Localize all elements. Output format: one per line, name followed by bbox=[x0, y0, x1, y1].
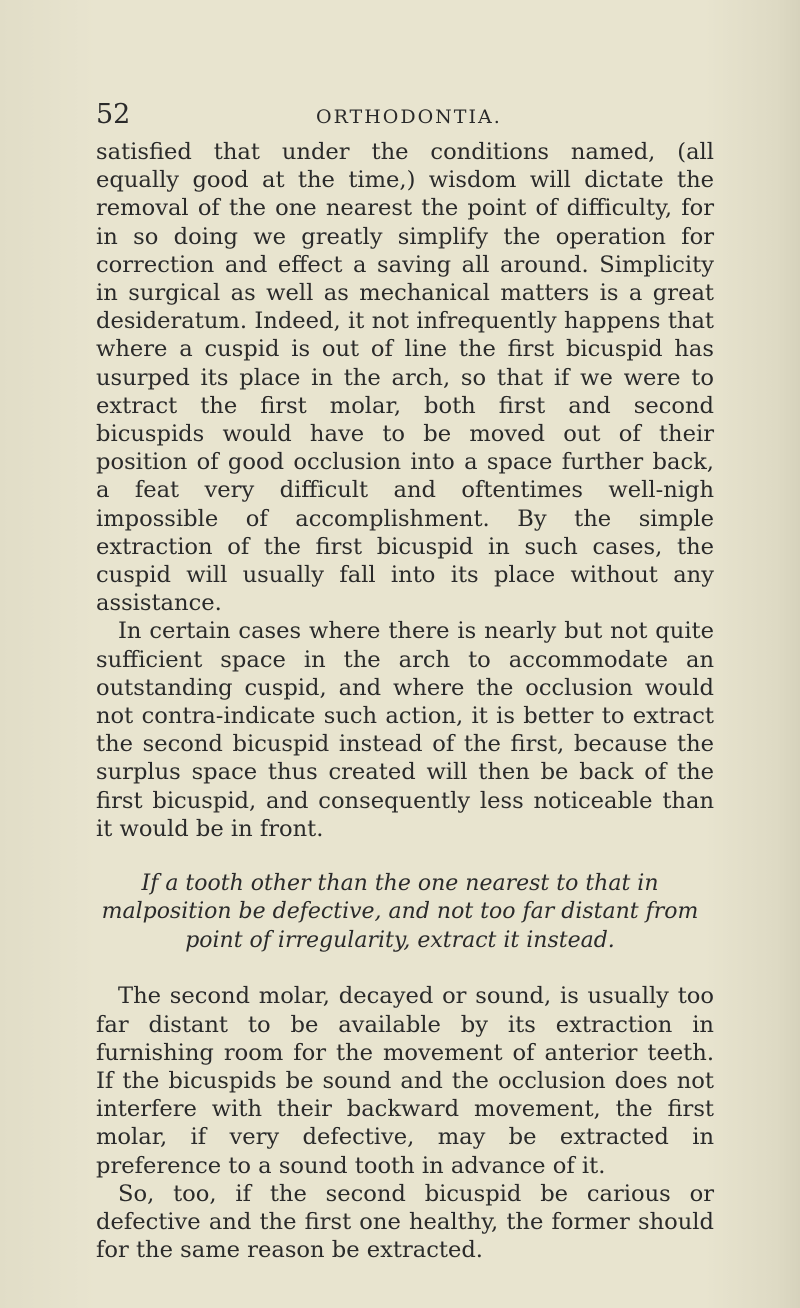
page-header bbox=[96, 98, 706, 132]
body-paragraph: satisfied that under the conditions named, (all equally good at the time,) wisdom will dictate the removal of the one nearest the point of difficulty, for in so doing we greatly simplify the operation for correction and effect a saving all around. Simplicity in surgical as well as mechanical matters is a great desideratum. Indeed, it not infrequently happens that where a cuspid is out of line the first bicuspid has usurped its place in the arch, so that if we were to extract the first molar, both first and second bicuspids would have to be moved out of their position of good occlusion into a space further back, a feat very difficult and oftentimes well-nigh impossible of accomplishment. By the simple extraction of the first bicuspid in such cases, the cuspid will usually fall into its place without any assistance. bbox=[96, 139, 714, 617]
body-paragraph: So, too, if the second bicuspid be carious or defective and the first one healthy, the former should for the same reason be extracted. bbox=[96, 1180, 714, 1264]
running-title: ORTHODONTIA. bbox=[316, 106, 502, 128]
italic-rule: If a tooth other than the one nearest to that in malposition be defective, and not too far distant from point of irregularity, extract it instead. bbox=[101, 871, 699, 953]
page-number: 52 bbox=[96, 99, 131, 130]
page-body bbox=[96, 138, 714, 1264]
body-paragraph: The second molar, decayed or sound, is usually too far distant to be available by its extraction in furnishing room for the movement of anterior teeth. If the bicuspids be sound and the occlusion does not interfere with their backward movement, the first molar, if very defective, may be extracted in preference to a sound tooth in advance of it. bbox=[96, 983, 714, 1179]
body-paragraph: In certain cases where there is nearly but not quite sufficient space in the arch to accommodate an outstanding cuspid, and where the occlusion would not contra-indicate such action, it is better to extract the second bicuspid instead of the first, because the surplus space thus created will then be back of the first bicuspid, and consequently less noticeable than it would be in front. bbox=[96, 618, 714, 842]
